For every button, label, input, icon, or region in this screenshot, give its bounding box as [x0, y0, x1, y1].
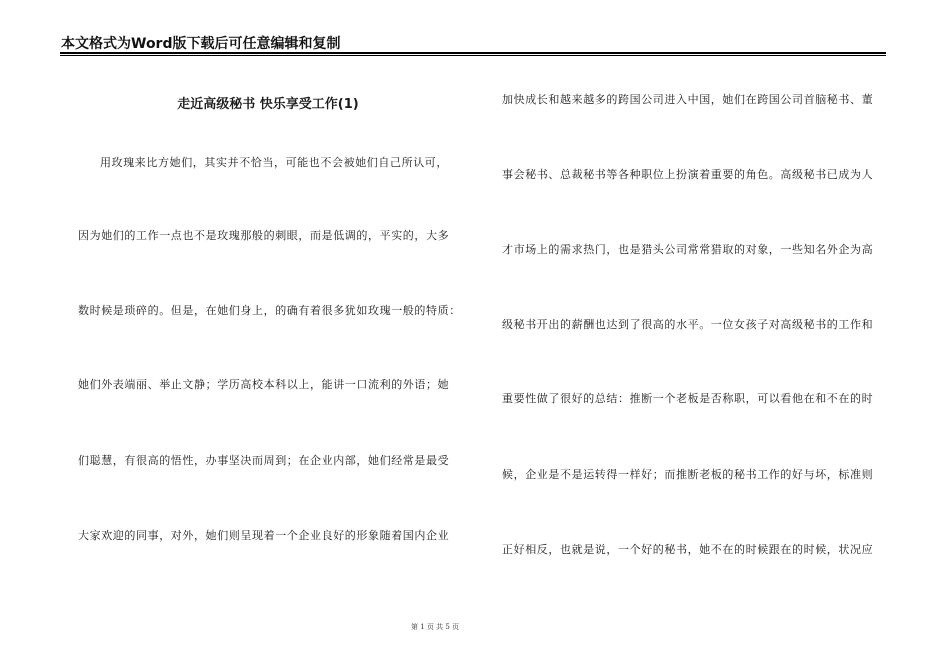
right-column-line: 才市场上的需求热门，也是猎头公司常常猎取的对象，一些知名外企为高	[502, 243, 874, 256]
right-column-line: 级秘书开出的薪酬也达到了很高的水平。一位女孩子对高级秘书的工作和	[502, 318, 874, 331]
right-column-line: 加快成长和越来越多的跨国公司进入中国，她们在跨国公司首脑秘书、董	[502, 93, 874, 106]
left-column-line: 数时候是琐碎的。但是，在她们身上，的确有着很多犹如玫瑰一般的特质：	[78, 304, 461, 317]
left-column-line: 大家欢迎的同事，对外，她们则呈现着一个企业良好的形象随着国内企业	[78, 529, 450, 542]
document-header-title: 本文格式为Word版下载后可任意编辑和复制	[61, 36, 341, 52]
page-indicator: 第 1 页 共 5 页	[410, 623, 460, 631]
article-title: 走近高级秘书 快乐享受工作(1)	[177, 97, 359, 112]
left-column-line: 她们外表端丽、举止文静；学历高校本科以上，能讲一口流利的外语；她	[78, 378, 450, 391]
right-column-line: 事会秘书、总裁秘书等各种职位上扮演着重要的角色。高级秘书已成为人	[502, 168, 874, 181]
right-column-line: 重要性做了很好的总结：推断一个老板是否称职，可以看他在和不在的时	[502, 392, 874, 405]
left-column-line: 用玫瑰来比方她们，其实并不恰当，可能也不会被她们自己所认可，	[100, 156, 448, 169]
left-column-line: 们聪慧，有很高的悟性，办事坚决而周到；在企业内部，她们经常是最受	[78, 454, 450, 467]
right-column-line: 正好相反，也就是说，一个好的秘书，她不在的时候跟在的时候，状况应	[502, 543, 874, 556]
header-divider	[60, 52, 886, 54]
right-column-line: 候，企业是不是运转得一样好；而推断老板的秘书工作的好与坏，标准则	[502, 468, 874, 481]
left-column-line: 因为她们的工作一点也不是玫瑰那般的刺眼，而是低调的，平实的，大多	[78, 229, 450, 242]
header-divider-thin	[60, 55, 886, 56]
